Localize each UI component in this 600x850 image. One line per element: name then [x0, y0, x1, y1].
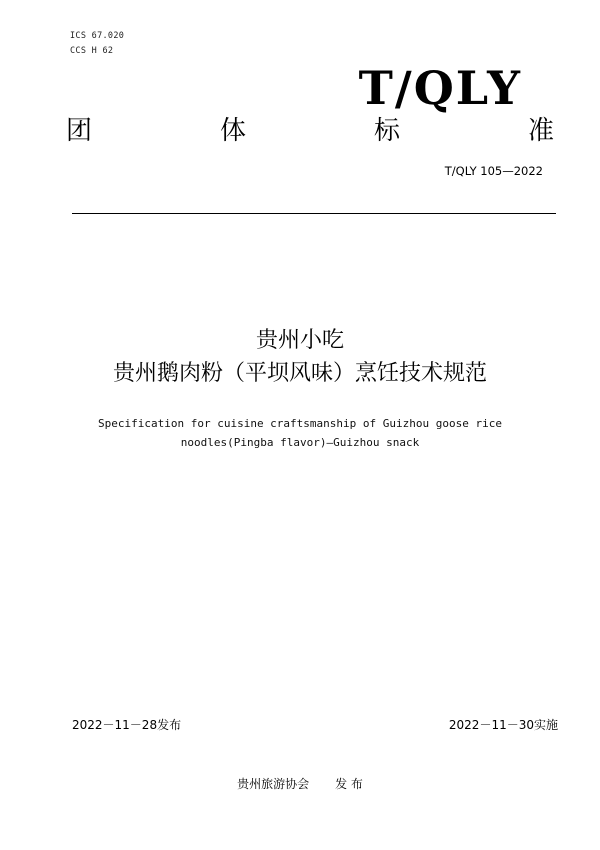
- standard-type-char: 标: [373, 116, 400, 146]
- implementation-date: 2022－11－30实施: [448, 718, 558, 732]
- ics-code: ICS 67.020: [70, 31, 125, 41]
- standard-type-heading: [66, 114, 554, 148]
- chinese-title-line-2: 贵州鹅肉粉（平坝风味）烹饪技术规范: [112, 361, 487, 386]
- standard-type-char: 准: [527, 116, 554, 146]
- english-title-line-1: Specification for cuisine craftsmanship of Guizhou goose rice: [98, 417, 502, 430]
- publish-label: 发 布: [335, 777, 363, 791]
- standard-type-char: 体: [219, 116, 246, 146]
- chinese-title-line-1: 贵州小吃: [255, 328, 344, 353]
- chinese-title: [0, 326, 600, 389]
- english-title-line-2: noodles(Pingba flavor)—Guizhou snack: [180, 436, 420, 449]
- ccs-code: CCS H 62: [70, 46, 114, 56]
- issue-date: 2022－11－28发布: [72, 718, 182, 732]
- english-title: [0, 414, 600, 452]
- standard-mark: T/QLY: [358, 61, 522, 115]
- publisher-name: 贵州旅游协会: [237, 777, 310, 791]
- standard-number: T/QLY 105—2022: [444, 164, 543, 178]
- header-divider: [72, 213, 556, 214]
- standard-type-char: 团: [66, 116, 93, 146]
- publisher-line: [0, 776, 600, 792]
